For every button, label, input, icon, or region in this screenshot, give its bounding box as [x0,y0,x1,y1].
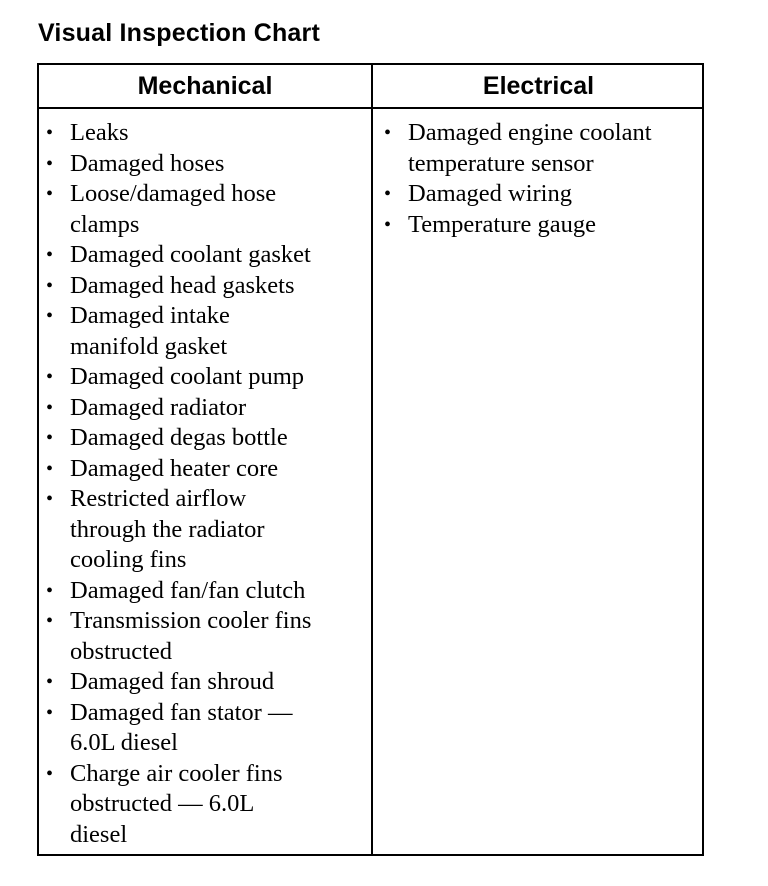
item-text: obstructed [70,637,173,665]
item-text: Damaged fan/fan clutch [70,576,306,604]
item-text: Damaged wiring [408,180,572,207]
item-text: diesel [70,820,128,848]
bullet-icon: • [46,122,54,144]
item-text: Damaged fan stator — [70,698,293,726]
item-text: Transmission cooler fins [70,607,312,634]
mechanical-item [46,301,366,362]
mechanical-item [46,576,366,607]
column-divider [371,65,373,854]
mechanical-item [46,667,366,698]
mechanical-item [46,118,366,149]
mechanical-item [46,393,366,424]
mechanical-item [46,759,366,851]
bullet-icon: • [46,610,54,632]
column-header-electrical: Electrical [482,72,595,100]
bullet-icon: • [46,427,54,449]
electrical-item [384,179,702,210]
item-text: obstructed — 6.0L [70,790,255,817]
item-text: Damaged heater core [70,454,279,482]
item-text: Restricted airflow [70,485,247,512]
bullet-icon: • [46,488,54,510]
bullet-icon: • [384,122,392,144]
mechanical-item [46,454,366,485]
item-text: Damaged engine coolant [408,119,652,146]
bullet-icon: • [46,152,54,175]
bullet-icon: • [46,762,54,785]
mechanical-item [46,484,366,576]
item-text: cooling fins [70,546,187,573]
electrical-item [384,118,702,179]
mechanical-item [46,240,366,271]
bullet-icon: • [46,244,54,266]
bullet-icon: • [46,396,54,419]
item-text: Loose/damaged hose [70,180,277,207]
bullet-icon: • [46,183,54,205]
item-text: 6.0L diesel [70,729,178,756]
mechanical-item [46,271,366,302]
bullet-icon: • [46,274,54,297]
item-text: Damaged hoses [70,149,225,177]
item-text: Damaged head gaskets [70,271,295,299]
item-text: Damaged coolant pump [70,363,305,390]
bullet-icon: • [46,671,54,693]
bullet-icon: • [46,305,54,327]
mechanical-items-list [46,118,366,850]
mechanical-item [46,179,366,240]
mechanical-item [46,362,366,393]
electrical-item [384,210,702,241]
bullet-icon: • [384,213,392,236]
bullet-icon: • [46,366,54,388]
inspection-table [37,63,704,856]
item-text: Damaged fan shroud [70,668,275,695]
item-text: Damaged radiator [70,393,247,421]
electrical-items-list [384,118,702,240]
mechanical-item [46,698,366,759]
item-text: Charge air cooler fins [70,759,283,787]
bullet-icon: • [46,457,54,480]
item-text: Temperature gauge [408,210,597,238]
item-text: temperature sensor [408,149,594,177]
mechanical-item [46,423,366,454]
item-text: manifold gasket [70,332,228,360]
item-text: Damaged degas bottle [70,424,288,451]
mechanical-item [46,149,366,180]
column-header-mechanical: Mechanical [137,72,273,100]
page-title: Visual Inspection Chart [38,19,320,47]
item-text: Leaks [70,119,129,146]
item-text: Damaged coolant gasket [70,241,311,268]
bullet-icon: • [384,183,392,205]
item-text: through the radiator [70,515,265,543]
item-text: clamps [70,210,140,238]
mechanical-item [46,606,366,667]
bullet-icon: • [46,579,54,602]
item-text: Damaged intake [70,302,230,329]
bullet-icon: • [46,701,54,724]
